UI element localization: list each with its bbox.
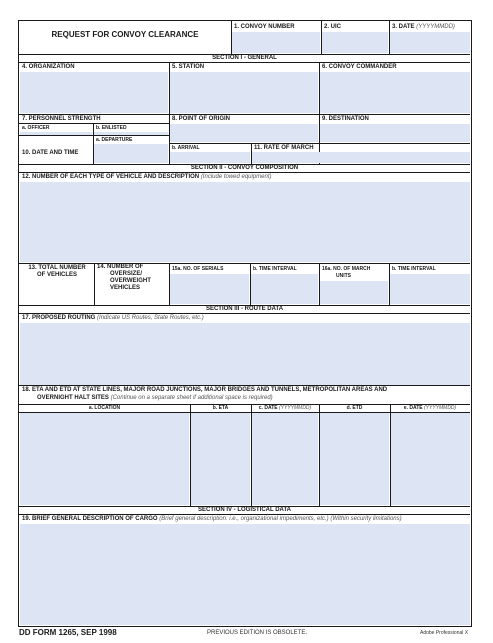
- officer-label: a. OFFICER: [22, 125, 50, 131]
- time-interval-16b-label: b. TIME INTERVAL: [392, 266, 436, 272]
- eta-etd-label: 18. ETA AND ETD AT STATE LINES, MAJOR ROAD JUNCTIONS, MAJOR BRIDGES AND TUNNELS, METROPOLITAN AREAS AND: [22, 387, 388, 393]
- col-date-c-header: c. DATE (YYYYMMDD): [258, 405, 312, 411]
- arrival-field[interactable]: [170, 152, 250, 163]
- section-4-title: SECTION IV - LOGISTICAL DATA: [198, 507, 291, 513]
- time-interval-15b-label: b. TIME INTERVAL: [253, 266, 297, 272]
- oversize-vehicles-label: 14. NUMBER OF OVERSIZE/ OVERWEIGHT VEHICLES: [97, 264, 151, 291]
- col-eta-header: b. ETA: [212, 405, 229, 411]
- station-label: 5. STATION: [172, 64, 205, 70]
- convoy-number-label: 1. CONVOY NUMBER: [234, 24, 295, 30]
- location-field[interactable]: [20, 413, 189, 505]
- etd-field[interactable]: [320, 413, 389, 505]
- section-1-title: SECTION I - GENERAL: [212, 55, 277, 61]
- destination-field[interactable]: [320, 124, 470, 142]
- time-interval-15b-field[interactable]: [251, 274, 318, 304]
- section-2-title: SECTION II - CONVOY COMPOSITION: [190, 165, 299, 171]
- proposed-routing-field[interactable]: [20, 323, 470, 385]
- rate-of-march-field[interactable]: [252, 152, 470, 163]
- serials-label: 15a. NO. OF SERIALS: [172, 266, 224, 272]
- serials-field[interactable]: [170, 274, 249, 304]
- station-field[interactable]: [170, 72, 318, 113]
- form-title: REQUEST FOR CONVOY CLEARANCE: [51, 30, 199, 39]
- organization-label: 4. ORGANIZATION: [22, 64, 75, 70]
- march-units-label: 16a. NO. OF MARCH UNITS: [322, 266, 371, 279]
- col-date-e-header: e. DATE (YYYYMMDD): [403, 405, 457, 411]
- convoy-commander-label: 6. CONVOY COMMANDER: [322, 64, 397, 70]
- etd-date-field[interactable]: [391, 413, 470, 505]
- organization-field[interactable]: [20, 72, 168, 113]
- col-etd-header: d. ETD: [346, 405, 363, 411]
- total-vehicles-label: 13. TOTAL NUMBER OF VEHICLES: [28, 265, 86, 278]
- uic-field[interactable]: [322, 32, 388, 53]
- adobe-version: Adobe Professional X: [420, 630, 469, 636]
- convoy-commander-field[interactable]: [320, 72, 470, 113]
- form-id: DD FORM 1265, SEP 1998: [19, 628, 117, 637]
- rate-of-march-label: 11. RATE OF MARCH: [254, 145, 314, 151]
- eta-etd-label-line2: OVERNIGHT HALT SITES (Continue on a separate sheet if additional space is required): [37, 395, 273, 401]
- cargo-label: 19. BRIEF GENERAL DESCRIPTION OF CARGO (Brief general description: i.e., organizational impediments, etc.) (Within security limitations): [22, 516, 402, 522]
- departure-field[interactable]: [94, 144, 168, 163]
- eta-field[interactable]: [191, 413, 250, 505]
- col-location-header: a. LOCATION: [88, 405, 121, 411]
- vehicles-label: 12. NUMBER OF EACH TYPE OF VEHICLE AND DESCRIPTION (Include towed equipment): [22, 174, 272, 180]
- eta-date-field[interactable]: [252, 413, 318, 505]
- enlisted-label: b. ENLISTED: [96, 125, 127, 131]
- departure-label: a. DEPARTURE: [96, 137, 133, 143]
- convoy-number-field[interactable]: [232, 32, 320, 53]
- proposed-routing-label: 17. PROPOSED ROUTING (Indicate US Routes, State Routes, etc.): [22, 315, 204, 321]
- march-units-field[interactable]: [320, 281, 388, 304]
- date-and-time-label: 10. DATE AND TIME: [22, 150, 79, 156]
- vehicles-field[interactable]: [20, 182, 470, 262]
- date-field[interactable]: [390, 32, 470, 53]
- arrival-label: b. ARRIVAL: [172, 145, 200, 151]
- point-of-origin-field[interactable]: [170, 124, 318, 142]
- section-3-title: SECTION III - ROUTE DATA: [205, 306, 284, 312]
- date-label: 3. DATE (YYYYMMDD): [392, 24, 455, 30]
- point-of-origin-label: 8. POINT OF ORIGIN: [172, 116, 231, 122]
- uic-label: 2. UIC: [324, 24, 342, 30]
- cargo-field[interactable]: [20, 524, 470, 625]
- convoy-clearance-form: [18, 20, 472, 627]
- personnel-strength-label: 7. PERSONNEL STRENGTH: [22, 116, 101, 122]
- destination-label: 9. DESTINATION: [322, 116, 369, 122]
- time-interval-16b-field[interactable]: [390, 274, 470, 304]
- obsolete-notice: PREVIOUS EDITION IS OBSOLETE.: [207, 630, 308, 636]
